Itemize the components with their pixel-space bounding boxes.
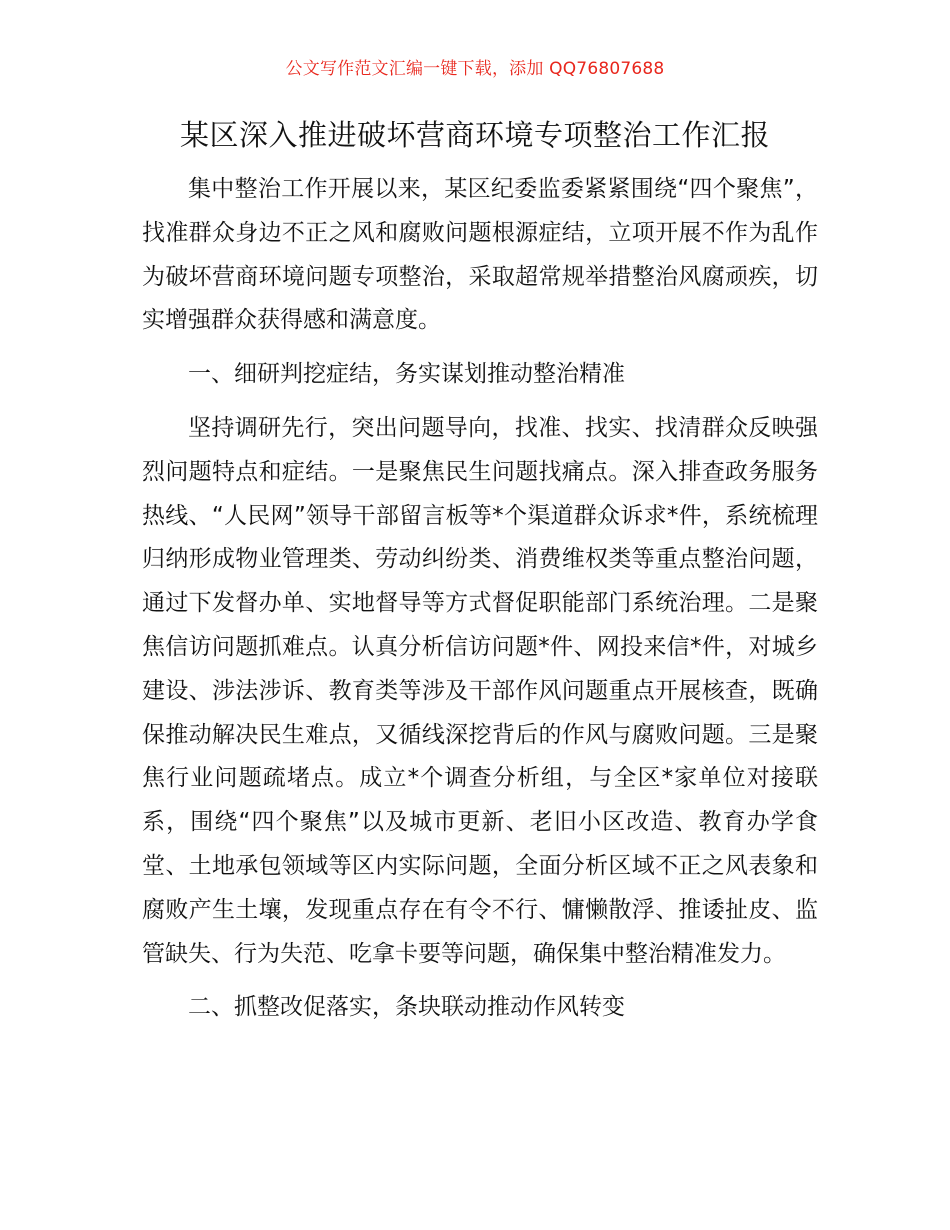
section-1-heading: 一、细研判挖症结，务实谋划推动整治精准 xyxy=(188,361,625,388)
section-2-heading: 二、抓整改促落实，条块联动推动作风转变 xyxy=(188,994,625,1021)
download-notice: 公文写作范文汇编一键下载，添加 QQ76807688 xyxy=(285,59,665,79)
section-1-paragraph: 坚持调研先行，突出问题导向，找准、找实、找清群众反映强烈问题特点和症结。一是聚焦民生问题找痛点。深入排查政务服务热线、“人民网”领导干部留言板等*个渠道群众诉求*件，系统梳理归纳形成物业管理类、劳动纠纷类、消费维权类等重点整治问题，通过下发督办单、实地督导等方式督促职能部门系统治理。二是聚焦信访问题抓难点。认真分析信访问题*件、网投来信*件，对城乡建设、涉法涉诉、教育类等涉及干部作风问题重点开展核查，既确保推动解决民生难点，又循线深挖背后的作风与腐败问题。三是聚焦行业问题疏堵点。成立*个调查分析组，与全区*家单位对接联系，围绕“四个聚焦”以及城市更新、老旧小区改造、教育办学食堂、土地承包领域等区内实际问题，全面分析区域不正之风表象和腐败产生土壤，发现重点存在有令不行、慵懒散浮、推诿扯皮、监管缺失、行为失范、吃拿卡要等问题，确保集中整治精准发力。 xyxy=(142,414,818,967)
intro-paragraph: 集中整治工作开展以来，某区纪委监委紧紧围绕“四个聚焦”，找准群众身边不正之风和腐败问题根源症结，立项开展不作为乱作为破坏营商环境问题专项整治，采取超常规举措整治风腐顽疾，切实增强群众获得感和满意度。 xyxy=(142,176,818,334)
document-body xyxy=(142,168,818,1040)
document-title: 某区深入推进破坏营商环境专项整治工作汇报 xyxy=(179,118,770,152)
